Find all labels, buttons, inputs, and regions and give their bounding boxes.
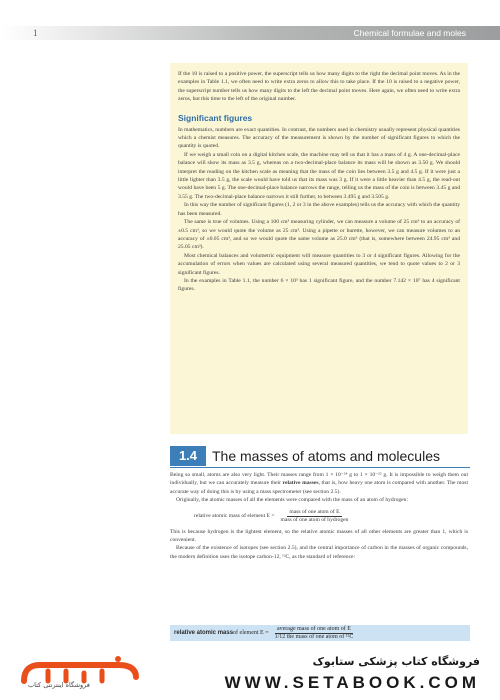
significant-figures-heading: Significant figures (178, 112, 253, 123)
info-box-content (178, 70, 460, 294)
section-paragraph-2: Originally, the atomic masses of all the elements were compared with the mass of an atom of hydrogen: (176, 497, 409, 504)
definition-fraction (273, 626, 356, 640)
box-paragraph-2: If we weigh a small coin on a digital kitchen scale, the machine may tell us that it has a mass of 4 g. A one-decimal-place balance will show its mass as 3.5 g, whereas on a two-decimal-place balance its mass will be shown as 3.50 g. We should interpret the reading on the kitchen scale as meaning that the mass of the coin lies between 3.5 g and 4.5 g. If it were just a little lighter than 3.5 g, the scale would have told us that its mass was 3 g. If it were a little heavier than 4.5 g, the read-out would have been 5 g. The one-decimal-place balance narrows the range, telling us the mass of the coin is between 3.45 g and 3.55 g. The two-decimal-place balance narrows it still further, to between 3.495 g and 3.505 g. (178, 151, 460, 200)
setabook-logo[interactable] (18, 651, 148, 697)
section-paragraph-1 (170, 471, 468, 496)
equation-numerator: mass of one atom of E (289, 508, 340, 515)
section-heading (170, 446, 470, 466)
info-box (170, 63, 468, 434)
store-url[interactable]: WWW.SETABOOK.COM (224, 673, 480, 692)
hydrogen-equation (194, 509, 468, 524)
box-paragraph-5: Most chemical balances and volumetric equipment will measure quantities to 3 or 4 significant figures. Allowing for the accumulation of errors when values are calculated using several measured quantities, we tend to quote values to 2 or 3 significant figures. (178, 252, 460, 276)
logo-subtitle: فروشگاه اینترنتی کتاب (28, 681, 90, 689)
para1-text-b: , that is, how heavy one atom is compared with another. The most accurate way of doing this is by using a mass spectrometer (see section 2.5). (170, 480, 469, 495)
definition-numerator: average mass of one atom of E (276, 626, 351, 632)
equation-denominator: mass of one atom of hydrogen (280, 516, 349, 523)
definition-box (170, 625, 470, 641)
definition-denominator: 1/12 the mass of one atom of ¹²C (274, 633, 354, 640)
section-number: 1.4 (170, 446, 206, 466)
section-paragraph-4: Because of the existence of isotopes (see section 2.5), and the central importance of carbon in the masses of organic compounds, the modern definition uses the isotope carbon-12, ¹²C, as the standard of reference: (170, 545, 468, 560)
box-paragraph-1: In mathematics, numbers are exact quantities. In contrast, the numbers used in chemistry usually represent physical quantities which a chemist measures. The accuracy of the measurement is shown by the number of significant figures to which the quantity is quoted. (178, 126, 460, 150)
section-body (170, 471, 468, 561)
page-number: 1 (33, 28, 38, 38)
box-paragraph-4: The same is true of volumes. Using a 100 cm³ measuring cylinder, we can measure a volume of 25 cm³ to an accuracy of ±0.5 cm³, so we would quote the volume as 25 cm³. Using a pipette or burette, however, we can measure volumes to an accuracy of ±0.05 cm³, and so we would quote the same volume as 25.0 cm³ (that is, somewhere between 24.95 cm³ and 25.05 cm³). (178, 219, 460, 251)
para1-text-a: Being so small, atoms are also very light. Their masses range from 1 × 10⁻²⁴ g to 1 × 10⁻²² g. It is impossible to weigh them out individually, but we can accurately measure their (170, 472, 468, 487)
equation-left: relative atomic mass of element E = (194, 513, 275, 520)
box-paragraph-6: In the examples in Table 1.1, the number 6 × 10³ has 1 significant figure, and the number 7.142 × 10⁷ has 4 significant figures. (178, 277, 460, 293)
store-title: فروشگاه کتاب پزشکی ستابوک (312, 655, 480, 668)
box-paragraph-3: In this way the number of significant figures (1, 2 or 3 in the above examples) tells us the accuracy with which the quantity has been measured. (178, 202, 460, 217)
section-title: The masses of atoms and molecules (212, 448, 440, 464)
running-head: Chemical formulae and moles (353, 28, 466, 38)
footer-banner (0, 645, 500, 700)
definition-term: relative atomic mass (174, 630, 234, 636)
definition-term-rest: of element E = (233, 630, 269, 636)
relative-masses-term: relative masses (282, 480, 319, 487)
section-divider (170, 467, 470, 468)
intro-paragraph: If the 10 is raised to a positive power, the superscript tells us how many digits to the right the decimal point moves. As in the examples in Table 1.1, we often need to write extra zeros to allow this to take place. If the 10 is raised to a negative power, the superscript number tells us how many digits to the left the decimal point moves. Here again, we often need to write extra zeros, but this time to the left of the original number. (178, 71, 460, 103)
section-paragraph-3: This is because hydrogen is the lightest element, so the relative atomic masses of all other elements are greater than 1, which is convenient. (170, 528, 468, 544)
equation-fraction (279, 509, 351, 524)
